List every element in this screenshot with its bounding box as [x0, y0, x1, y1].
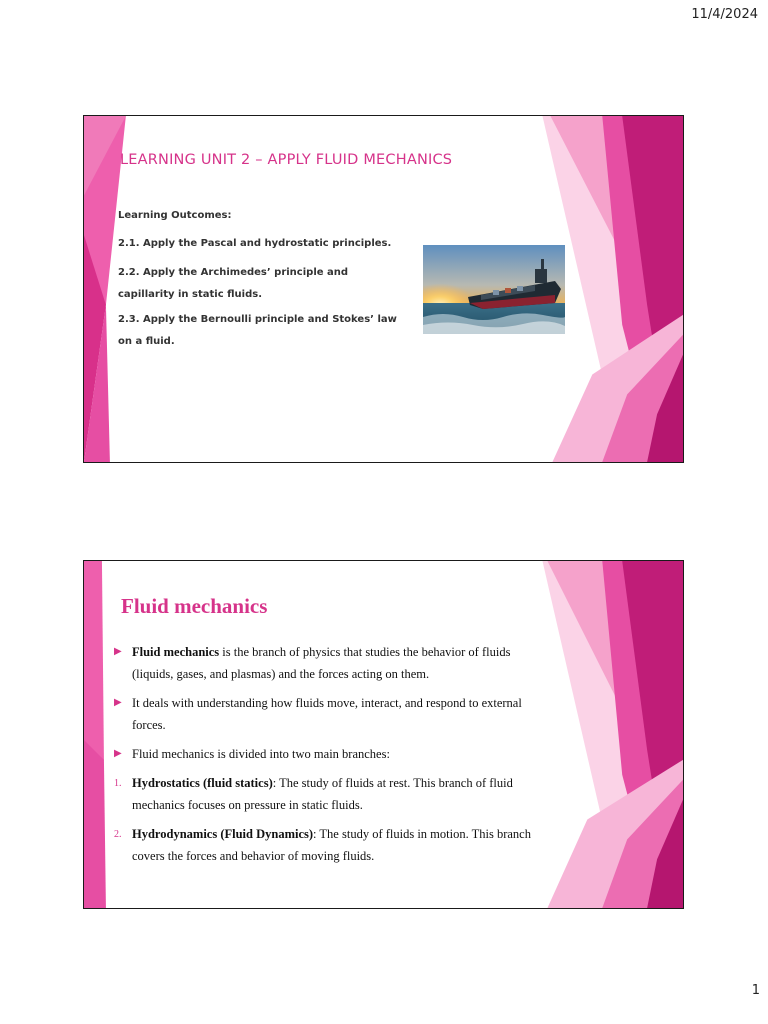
slide-1 — [83, 115, 684, 463]
list-item — [114, 772, 544, 816]
list-item — [114, 641, 544, 685]
list-item — [114, 743, 544, 765]
list-item — [114, 823, 544, 867]
slide-2-title: Fluid mechanics — [121, 594, 268, 618]
bullet-text: Fluid mechanics is divided into two main branches: — [132, 747, 390, 761]
slide-1-title: LEARNING UNIT 2 – APPLY FLUID MECHANICS — [120, 152, 453, 168]
page-number: 1 — [751, 983, 760, 998]
outcome-item: 2.2. Apply the Archimedes’ principle and capillarity in static fluids. — [118, 267, 349, 300]
slide-2 — [83, 560, 684, 909]
list-number: 1. — [114, 778, 122, 789]
bullet-text: : The study of fluids at rest. This branch of fluid mechanics focuses on pressure in static fluids. — [132, 776, 513, 812]
bullet-bold-text: Hydrodynamics (Fluid Dynamics) — [132, 827, 314, 841]
learning-outcomes-label: Learning Outcomes: — [118, 210, 232, 221]
page-date: 11/4/2024 — [691, 7, 758, 22]
bullet-bold-text: Hydrostatics (fluid statics) — [132, 776, 273, 790]
outcome-item: 2.3. Apply the Bernoulli principle and Stokes’ law on a fluid. — [118, 314, 397, 347]
list-number: 2. — [114, 829, 122, 840]
bullet-arrow-icon: ▶ — [114, 748, 122, 759]
bullet-text: is the branch of physics that studies the behavior of fluids (liquids, gases, and plasmas) and the forces acting on them. — [132, 645, 511, 681]
list-item — [114, 692, 544, 736]
bullet-bold-text: Fluid mechanics — [132, 645, 220, 659]
bullet-text: It deals with understanding how fluids move, interact, and respond to external forces. — [132, 696, 522, 732]
bullet-text: : The study of fluids in motion. This branch covers the forces and behavior of moving fluids. — [132, 827, 531, 863]
fluid-mechanics-list — [114, 641, 544, 874]
bullet-arrow-icon: ▶ — [114, 646, 122, 657]
cargo-ship-photo — [423, 245, 565, 334]
bullet-arrow-icon: ▶ — [114, 697, 122, 708]
outcome-item: 2.1. Apply the Pascal and hydrostatic principles. — [118, 238, 392, 249]
